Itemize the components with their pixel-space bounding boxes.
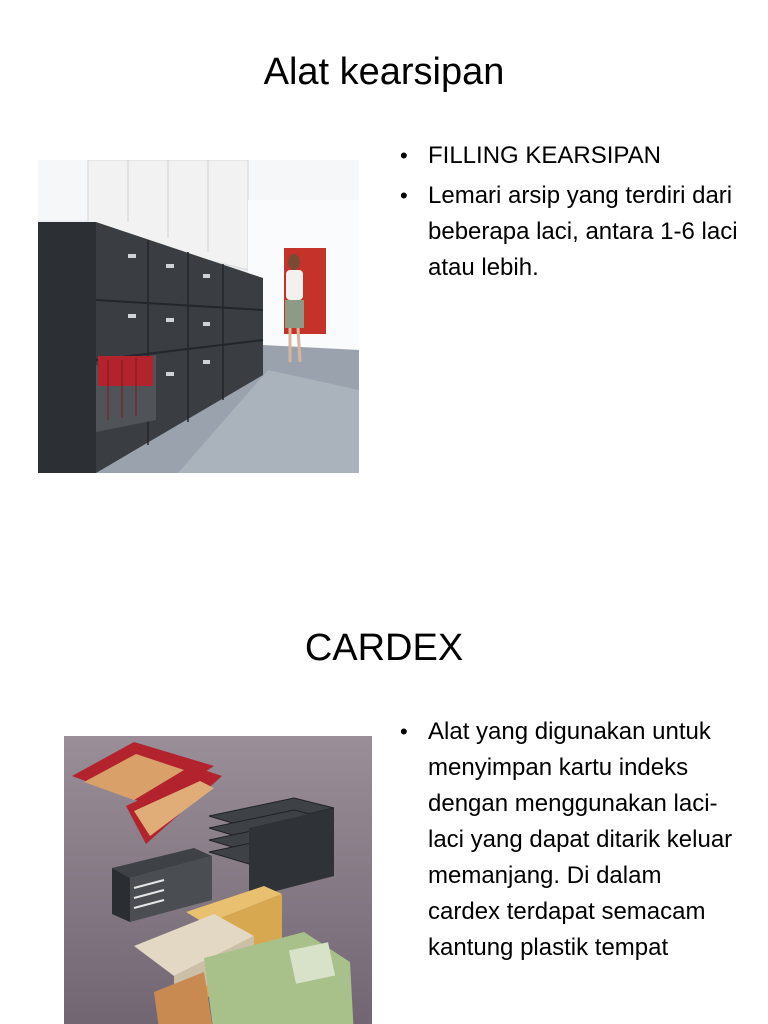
filing-cabinet-illustration: [38, 160, 359, 473]
slide-title: Alat kearsipan: [263, 51, 505, 93]
slide-cardex: [0, 576, 768, 1024]
bullet-item: [398, 714, 738, 966]
filing-cabinet-photo: [38, 160, 359, 473]
bullet-list: [398, 714, 738, 970]
slide-title: CARDEX: [304, 627, 464, 669]
bullet-dot-icon: •: [400, 719, 408, 744]
bullet-text: FILLING KEARSIPAN: [428, 142, 661, 169]
bullet-text: Alat yang digunakan untuk menyimpan kartu indeks dengan menggunakan laci-laci yang dapat ditarik keluar memanjang. Di dalam cardex terdapat semacam kantung plastik tempat: [428, 718, 733, 961]
bullet-item: [398, 178, 738, 286]
bullet-list: [398, 138, 738, 290]
bullet-item: [398, 138, 738, 174]
bullet-dot-icon: •: [400, 143, 408, 168]
cardex-illustration: [64, 736, 372, 1024]
cardex-photo: [64, 736, 372, 1024]
bullet-text: Lemari arsip yang terdiri dari beberapa laci, antara 1-6 laci atau lebih.: [428, 182, 738, 281]
bullet-dot-icon: •: [400, 183, 408, 208]
